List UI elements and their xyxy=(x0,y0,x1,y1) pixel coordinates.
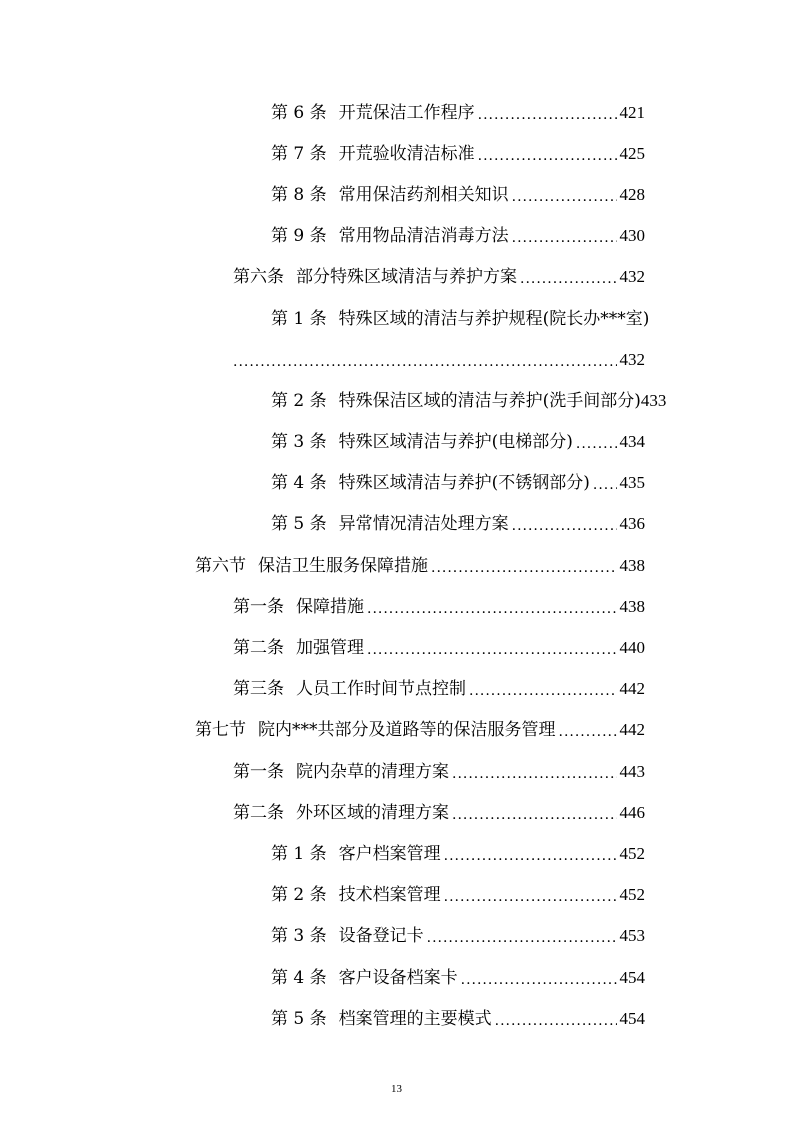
toc-entry-number: 第七节 xyxy=(195,720,246,741)
toc-entry[interactable] xyxy=(0,669,645,710)
toc-entry[interactable] xyxy=(0,504,645,545)
toc-leader-dots xyxy=(431,558,617,578)
toc-entry-page: 421 xyxy=(619,102,645,122)
toc-entry-title: 院内杂草的清理方案 xyxy=(296,761,449,782)
toc-leader-dots xyxy=(512,228,617,248)
toc-entry[interactable] xyxy=(0,875,645,916)
toc-entry-number: 第三条 xyxy=(233,679,284,700)
toc-entry-title: 院内***共部分及道路等的保洁服务管理 xyxy=(258,720,556,741)
toc-entry-number: 第六条 xyxy=(233,267,284,288)
toc-entry-number: 第 5 条 xyxy=(271,1008,327,1029)
toc-leader-dots xyxy=(512,187,617,207)
toc-entry[interactable] xyxy=(0,998,645,1039)
toc-entry-title: 加强管理 xyxy=(296,638,364,659)
toc-entry-number: 第 4 条 xyxy=(271,967,327,988)
toc-entry[interactable] xyxy=(0,833,645,874)
toc-leader-dots xyxy=(461,970,617,990)
toc-leader-dots xyxy=(512,516,617,536)
toc-entry-page: 443 xyxy=(619,761,645,781)
toc-entry-page: 434 xyxy=(619,432,645,452)
toc-entry-page: 454 xyxy=(619,967,645,987)
toc-entry[interactable] xyxy=(0,710,645,751)
toc-entry-number: 第一条 xyxy=(233,596,284,617)
toc-entry-page: 432 xyxy=(619,267,645,287)
toc-leader-dots xyxy=(576,434,617,454)
toc-entry-page: 430 xyxy=(619,226,645,246)
toc-entry-continuation[interactable] xyxy=(0,339,645,380)
toc-entry-page: 442 xyxy=(619,679,645,699)
toc-entry-number: 第二条 xyxy=(233,638,284,659)
toc-leader-dots xyxy=(520,269,617,289)
toc-entry-page: 452 xyxy=(619,843,645,863)
toc-entry-title: 档案管理的主要模式 xyxy=(338,1008,492,1029)
toc-entry-title: 外环区域的清理方案 xyxy=(296,802,449,823)
toc-entry[interactable] xyxy=(0,463,645,504)
toc-entry-number: 第 9 条 xyxy=(271,226,327,247)
toc-entry-number: 第 6 条 xyxy=(271,102,327,123)
toc-entry-title: 保障措施 xyxy=(296,596,364,617)
toc-leader-dots xyxy=(593,475,617,495)
toc-leader-dots xyxy=(469,681,617,701)
toc-entry-number: 第 4 条 xyxy=(271,473,327,494)
toc-entry-page: 433 xyxy=(640,390,667,410)
toc-leader-dots xyxy=(478,146,617,166)
toc-entry[interactable] xyxy=(0,216,645,257)
toc-leader-dots xyxy=(478,105,617,125)
toc-entry-number: 第 2 条 xyxy=(271,390,327,411)
toc-entry[interactable] xyxy=(0,174,645,215)
toc-entry-number: 第 1 条 xyxy=(271,843,327,864)
toc-leader-dots xyxy=(495,1011,617,1031)
toc-entry-page: 438 xyxy=(619,596,645,616)
toc-entry-number: 第 3 条 xyxy=(271,926,327,947)
toc-entry-number: 第 1 条 xyxy=(271,308,327,329)
toc-leader-dots xyxy=(452,764,617,784)
toc-entry[interactable] xyxy=(0,545,645,586)
toc-leader-dots xyxy=(559,722,617,742)
toc-entry-page: 453 xyxy=(619,926,645,946)
toc-leader-dots xyxy=(427,928,617,948)
toc-entry-title: 人员工作时间节点控制 xyxy=(296,679,466,700)
page-number: 13 xyxy=(391,1083,402,1095)
toc-entry-number: 第 7 条 xyxy=(271,143,327,164)
toc-entry[interactable] xyxy=(0,751,645,792)
toc-entry-page: 440 xyxy=(619,638,645,658)
toc-entry-number: 第六节 xyxy=(195,555,246,576)
toc-leader-dots xyxy=(233,352,617,372)
toc-entry-title: 特殊区域的清洁与养护规程(院长办***室) xyxy=(338,308,650,329)
toc-entry-page: 452 xyxy=(619,885,645,905)
toc-entry-title: 特殊区域清洁与养护(不锈钢部分) xyxy=(338,473,590,494)
toc-entry-number: 第 8 条 xyxy=(271,184,327,205)
toc-entry[interactable] xyxy=(0,916,645,957)
toc-entry-page: 425 xyxy=(619,143,645,163)
toc-leader-dots xyxy=(367,640,617,660)
toc-entry-page: 446 xyxy=(619,802,645,822)
toc-entry[interactable] xyxy=(0,422,645,463)
toc-entry-title: 特殊保洁区域的清洁与养护(洗手间部分) xyxy=(338,390,641,411)
toc-entry[interactable] xyxy=(0,957,645,998)
toc-entry[interactable] xyxy=(0,586,645,627)
toc-entry[interactable] xyxy=(0,380,793,421)
toc-entry-page: 454 xyxy=(619,1008,645,1028)
toc-entry-page: 436 xyxy=(619,514,645,534)
toc-entry-number: 第 2 条 xyxy=(271,885,327,906)
toc-entry-title: 设备登记卡 xyxy=(338,926,424,947)
toc-leader-dots xyxy=(444,887,617,907)
toc-entry-page: 438 xyxy=(619,555,645,575)
toc-entry-page: 442 xyxy=(619,720,645,740)
toc-entry-page: 432 xyxy=(619,349,645,369)
table-of-contents xyxy=(0,92,793,1039)
toc-entry-title: 部分特殊区域清洁与养护方案 xyxy=(296,267,517,288)
toc-entry-title: 客户设备档案卡 xyxy=(338,967,458,988)
toc-leader-dots xyxy=(452,805,617,825)
toc-entry[interactable] xyxy=(0,257,645,298)
toc-entry-title: 技术档案管理 xyxy=(338,885,441,906)
toc-leader-dots xyxy=(367,599,617,619)
toc-entry-number: 第 5 条 xyxy=(271,514,327,535)
toc-leader-dots xyxy=(444,846,617,866)
toc-entry-title: 开荒保洁工作程序 xyxy=(338,102,475,123)
toc-entry[interactable] xyxy=(0,627,645,668)
toc-entry-number: 第一条 xyxy=(233,761,284,782)
toc-entry-title: 异常情况清洁处理方案 xyxy=(338,514,509,535)
toc-entry-title: 常用物品清洁消毒方法 xyxy=(338,226,509,247)
toc-entry-page: 435 xyxy=(619,473,645,493)
toc-entry-title: 保洁卫生服务保障措施 xyxy=(258,555,428,576)
toc-entry-title: 客户档案管理 xyxy=(338,843,441,864)
toc-entry-number: 第 3 条 xyxy=(271,432,327,453)
toc-entry-title: 常用保洁药剂相关知识 xyxy=(338,184,509,205)
toc-entry-title: 开荒验收清洁标准 xyxy=(338,143,475,164)
toc-entry[interactable] xyxy=(0,298,793,339)
toc-entry-page: 428 xyxy=(619,184,645,204)
toc-entry[interactable] xyxy=(0,133,645,174)
toc-entry-title: 特殊区域清洁与养护(电梯部分) xyxy=(338,432,573,453)
toc-entry-number: 第二条 xyxy=(233,802,284,823)
toc-entry[interactable] xyxy=(0,92,645,133)
toc-entry[interactable] xyxy=(0,792,645,833)
